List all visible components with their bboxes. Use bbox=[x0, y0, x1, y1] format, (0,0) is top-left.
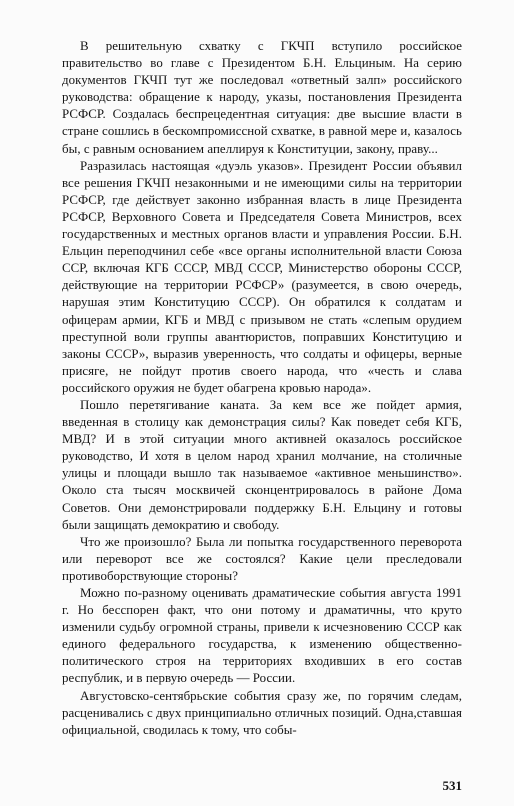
paragraph-6: Августовско-сентябрьские события сразу же, по горячим следам, расценивались с двух принципиально отличных позиций. Одна,ставшая официальной, сводилась к тому, что собы- bbox=[62, 688, 462, 737]
body-text bbox=[62, 38, 462, 739]
paragraph-2: Разразилась настоящая «дуэль указов». Президент России объявил все решения ГКЧП незаконными и не имеющими силы на территории РСФСР, где действует законно избранная власть в лице Президента РСФСР, Верховного Совета и Председателя Совета Министров, всех государственных и местных органов власти и управления России. Б.Н. Ельцин переподчинил себе «все органы исполнительной власти Союза ССР, включая КГБ СССР, МВД СССР, Министерство обороны СССР, действующие на территории РСФСР» (разумеется, в свою очередь, нарушая этим Конституцию СССР). Он обратился к солдатам и офицерам армии, КГБ и МВД с призывом не стать «слепым орудием преступной воли группы авантюристов, поправших Конституцию и законы СССР», выразив уверенность, что солдаты и офицеры, верные присяге, не пойдут против своего народа, что «честь и слава российского оружия не будет обагрена кровью народа». bbox=[62, 158, 462, 395]
paragraph-1: В решительную схватку с ГКЧП вступило российское правительство во главе с Президентом Б.Н. Ельциным. На серию документов ГКЧП тут же последовал «ответный залп» российского руководства: обращение к народу, указы, постановления Президента РСФСР. Создалась беспрецедентная ситуация: две высшие власти в стране сошлись в бескомпромиссной схватке, в равной мере и, казалось бы, с равным основанием апеллируя к Конституции, закону, праву... bbox=[62, 39, 462, 156]
paragraph-3: Пошло перетягивание каната. За кем все же пойдет армия, введенная в столицу как демонстрация силы? Как поведет себя КГБ, МВД? И в этой ситуации много активней оказалось российское руководство, И хотя в целом народ хранил молчание, на столичные улицы и площади вышло так называемое «активное меньшинство». Около ста тысяч москвичей сконцентрировалось в районе Дома Советов. Они демонстрировали поддержку Б.Н. Ельцину и готовы были защищать демократию и свободу. bbox=[62, 397, 462, 532]
paragraph-5: Можно по-разному оценивать драматические события августа 1991 г. Но бесспорен факт, что они потому и драматичны, что круто изменили судьбу огромной страны, привели к исчезновению СССР как единого федерального государства, к изменению общественно-политического строя на территориях входивших в его состав республик, и в первую очередь — России. bbox=[62, 586, 462, 686]
page-number: 531 bbox=[442, 778, 462, 793]
paragraph-4: Что же произошло? Была ли попытка государственного переворота или переворот все же состоялся? Какие цели преследовали противоборствующие стороны? bbox=[62, 534, 462, 583]
